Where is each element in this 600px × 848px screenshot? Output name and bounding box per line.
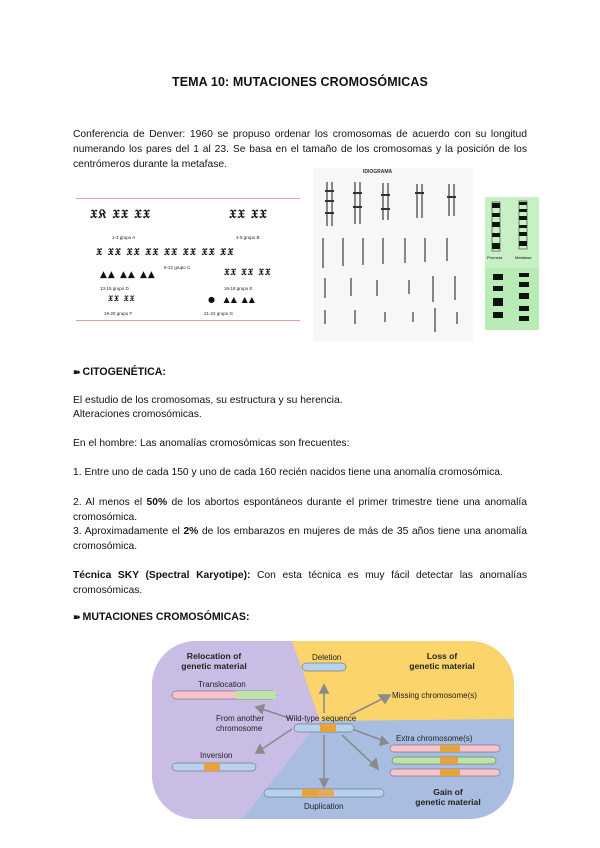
mutation-diagram-graphic bbox=[152, 641, 514, 819]
chromosome-group-d: ▲▲ ▲▲ ▲▲ bbox=[100, 270, 156, 280]
extra-chromosome-label: Extra chromosome(s) bbox=[396, 734, 473, 743]
banded-chromosome-pair-bottom bbox=[485, 268, 539, 330]
arrow-bullet-icon: ➽ bbox=[73, 612, 81, 622]
relocation-label-2: genetic material bbox=[181, 661, 247, 671]
band-figure-bottom bbox=[485, 268, 539, 330]
label-group-a: 1-3 grupo A bbox=[112, 235, 136, 240]
gain-label-1: Gain of bbox=[433, 787, 463, 797]
label-group-c: 6-12 grupo C bbox=[164, 265, 191, 270]
chromosome-group-a: 𝔛𝔎 𝔛𝔛 𝔛𝔛 bbox=[90, 207, 151, 221]
figure-bottom-rule bbox=[76, 320, 300, 321]
band-label-metafase: Metafase bbox=[515, 255, 532, 260]
band-label-prometa: Prometa bbox=[487, 255, 503, 260]
section-heading-mutaciones: ➽ MUTACIONES CROMOSÓMICAS: bbox=[73, 611, 250, 623]
label-group-d: 13-15 grupo D bbox=[100, 286, 129, 291]
missing-chromosome-label: Missing chromosome(s) bbox=[392, 691, 477, 700]
figure-top-rule bbox=[76, 198, 300, 199]
translocation-label: Translocation bbox=[198, 680, 246, 689]
sky-technique-text: Técnica SKY (Spectral Karyotipe): Con esta técnica es muy fácil detectar las anomalías cromosómicas. bbox=[73, 570, 527, 596]
deletion-chromosome bbox=[302, 663, 346, 671]
from-another-label-1: From another bbox=[216, 714, 265, 723]
definition-line-2: Alteraciones cromosómicas. bbox=[73, 409, 202, 420]
label-group-e: 16-18 grupo E bbox=[224, 286, 253, 291]
idiogram-title: IDIOGRAMA bbox=[363, 169, 393, 175]
human-anomalies-text: En el hombre: Las anomalías cromosómicas son frecuentes: bbox=[73, 438, 350, 449]
idiogram-figure bbox=[313, 168, 473, 342]
page-title: TEMA 10: MUTACIONES CROMOSÓMICAS bbox=[172, 75, 428, 89]
arrow-bullet-icon: ➽ bbox=[73, 367, 81, 377]
definition-line-1: El estudio de los cromosomas, su estructura y su herencia. bbox=[73, 395, 343, 406]
label-group-b: 4-5 grupo B bbox=[236, 235, 260, 240]
deletion-label: Deletion bbox=[312, 653, 342, 662]
section-heading-citogenetica: ➽ CITOGENÉTICA: bbox=[73, 366, 166, 378]
list-item-1: 1. Entre uno de cada 150 y uno de cada 160 recién nacidos tiene una anomalía cromosómica. bbox=[73, 467, 503, 478]
intro-paragraph: Conferencia de Denver: 1960 se propuso ordenar los cromosomas de acuerdo con su longitud numerando los pares del 1 al 23. Se basa en el tamaño de los cromosomas y la posición de los centrómeros durante la metafase. bbox=[73, 129, 527, 170]
chromosome-group-c: 𝔛 𝔛𝔛 𝔛𝔛 𝔛𝔛 𝔛𝔛 𝔛𝔛 𝔛𝔛 𝔛𝔛 bbox=[96, 247, 235, 258]
loss-label-1: Loss of bbox=[426, 651, 458, 661]
idiogram-chromosomes bbox=[313, 168, 473, 342]
loss-label-2: genetic material bbox=[409, 661, 475, 671]
karyotype-figure bbox=[76, 195, 300, 333]
chromosome-group-g: ● ▲▲ ▲▲ bbox=[208, 295, 256, 304]
chromosome-group-f: 𝔛𝔛 𝔛𝔛 bbox=[108, 294, 136, 303]
mutation-types-diagram bbox=[152, 641, 514, 819]
relocation-label-1: Relocation of bbox=[186, 651, 242, 661]
duplication-label: Duplication bbox=[304, 802, 344, 811]
list-item-2: 2. Al menos el 50% de los abortos espontáneos durante el primer trimestre tiene una anomalía cromosómica. bbox=[73, 497, 527, 523]
wild-type-label: Wild-type sequence bbox=[286, 714, 357, 723]
gain-label-2: genetic material bbox=[415, 797, 481, 807]
label-group-g: 21-22 grupo G bbox=[204, 311, 234, 316]
inversion-label: Inversion bbox=[200, 751, 233, 760]
list-item-3: 3. Aproximadamente el 2% de los embarazos en mujeres de más de 35 años tiene una anomalía cromosómica. bbox=[73, 526, 527, 552]
label-group-f: 19-20 grupo F bbox=[104, 311, 133, 316]
from-another-label-2: chromosome bbox=[216, 724, 263, 733]
chromosome-group-b: 𝔛𝔛 𝔛𝔛 bbox=[229, 207, 268, 221]
chromosome-group-e: 𝔛𝔛 𝔛𝔛 𝔛𝔛 bbox=[224, 268, 272, 278]
